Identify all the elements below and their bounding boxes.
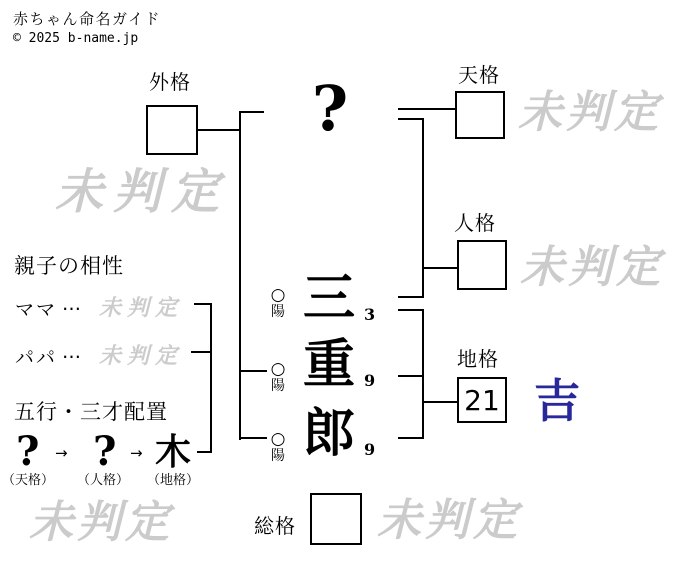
surname-placeholder: ? [311,72,349,145]
chikaku-result: 吉 [534,374,580,428]
chikaku-stub-char2 [398,375,424,377]
gogyo-tenkaku-value: ? [16,428,40,475]
family-stub-papa [191,351,211,353]
chikaku-stub-char3 [398,437,424,439]
tenkaku-box [455,91,505,139]
yinyang-mark-3 [266,430,290,464]
name-char-2: 重 [302,334,355,395]
yang-circle-icon: ○ [270,429,286,449]
chikaku-box [457,377,507,423]
yang-label: 陽 [271,448,285,464]
jinkaku-result: 未判定 [520,242,664,293]
chikaku-stub-char1 [398,309,424,311]
tenkaku-result: 未判定 [518,87,662,138]
gogyo-chikaku-value: 木 [155,431,192,473]
yinyang-mark-2 [266,360,290,394]
chikaku-box-connector [422,401,457,403]
yang-label: 陽 [271,378,285,394]
stroke-count-1: 3 [364,305,376,324]
family-stub-gogyo [197,451,211,453]
yinyang-mark-1 [266,286,290,320]
mama-label: ママ [15,299,58,321]
jinkaku-box [457,240,507,290]
gaikaku-result: 未判定 [55,164,230,220]
gaikaku-stub-char2 [239,370,267,372]
jinkaku-bracket-vertical [422,118,424,298]
chikaku-value: 21 [464,383,500,417]
stroke-count-2: 9 [364,371,376,390]
gogyo-jinkaku-value: ? [93,428,117,475]
papa-dots: … [62,341,83,363]
mama-dots: … [62,293,83,315]
gogyo-chikaku-sublabel: （地格） [147,473,200,488]
name-char-3: 郎 [302,403,355,464]
gaikaku-box [146,105,198,155]
gaikaku-stub-char3 [239,437,267,439]
family-stub-mama [194,303,211,305]
family-bracket-vertical [210,303,212,453]
gaikaku-bracket-top-stub [239,111,264,113]
papa-result: 未判定 [99,343,184,369]
gogyo-title: 五行・三才配置 [14,400,168,424]
gaikaku-bracket-vertical [239,111,241,440]
compatibility-title: 親子の相性 [14,254,124,278]
tenkaku-connector [398,108,455,110]
jinkaku-box-connector [422,267,457,269]
gogyo-tenkaku-sublabel: （天格） [2,473,55,488]
jinkaku-bracket-bottom-stub [398,296,424,298]
gogyo-arrow-1: → [55,444,68,462]
chikaku-bracket-vertical [422,309,424,439]
tenkaku-label: 天格 [458,63,500,87]
site-title: 赤ちゃん命名ガイド [13,10,162,28]
gaikaku-box-connector [197,129,241,131]
soukaku-label: 総格 [254,514,296,538]
gogyo-arrow-2: → [130,444,143,462]
gaikaku-label: 外格 [149,70,191,94]
yang-label: 陽 [271,304,285,320]
gogyo-jinkaku-sublabel: （人格） [77,473,130,488]
soukaku-box [310,493,362,545]
soukaku-result: 未判定 [377,495,521,546]
bottom-left-result: 未判定 [29,497,173,548]
papa-label: パパ [15,347,58,369]
yang-circle-icon: ○ [270,359,286,379]
copyright-text: © 2025 b-name.jp [13,31,139,46]
yang-circle-icon: ○ [270,285,286,305]
stroke-count-3: 9 [364,440,376,459]
jinkaku-label: 人格 [454,211,496,235]
chikaku-label: 地格 [457,347,499,371]
jinkaku-bracket-top-stub [398,118,424,120]
name-char-1: 三 [302,268,355,329]
mama-result: 未判定 [99,295,184,321]
